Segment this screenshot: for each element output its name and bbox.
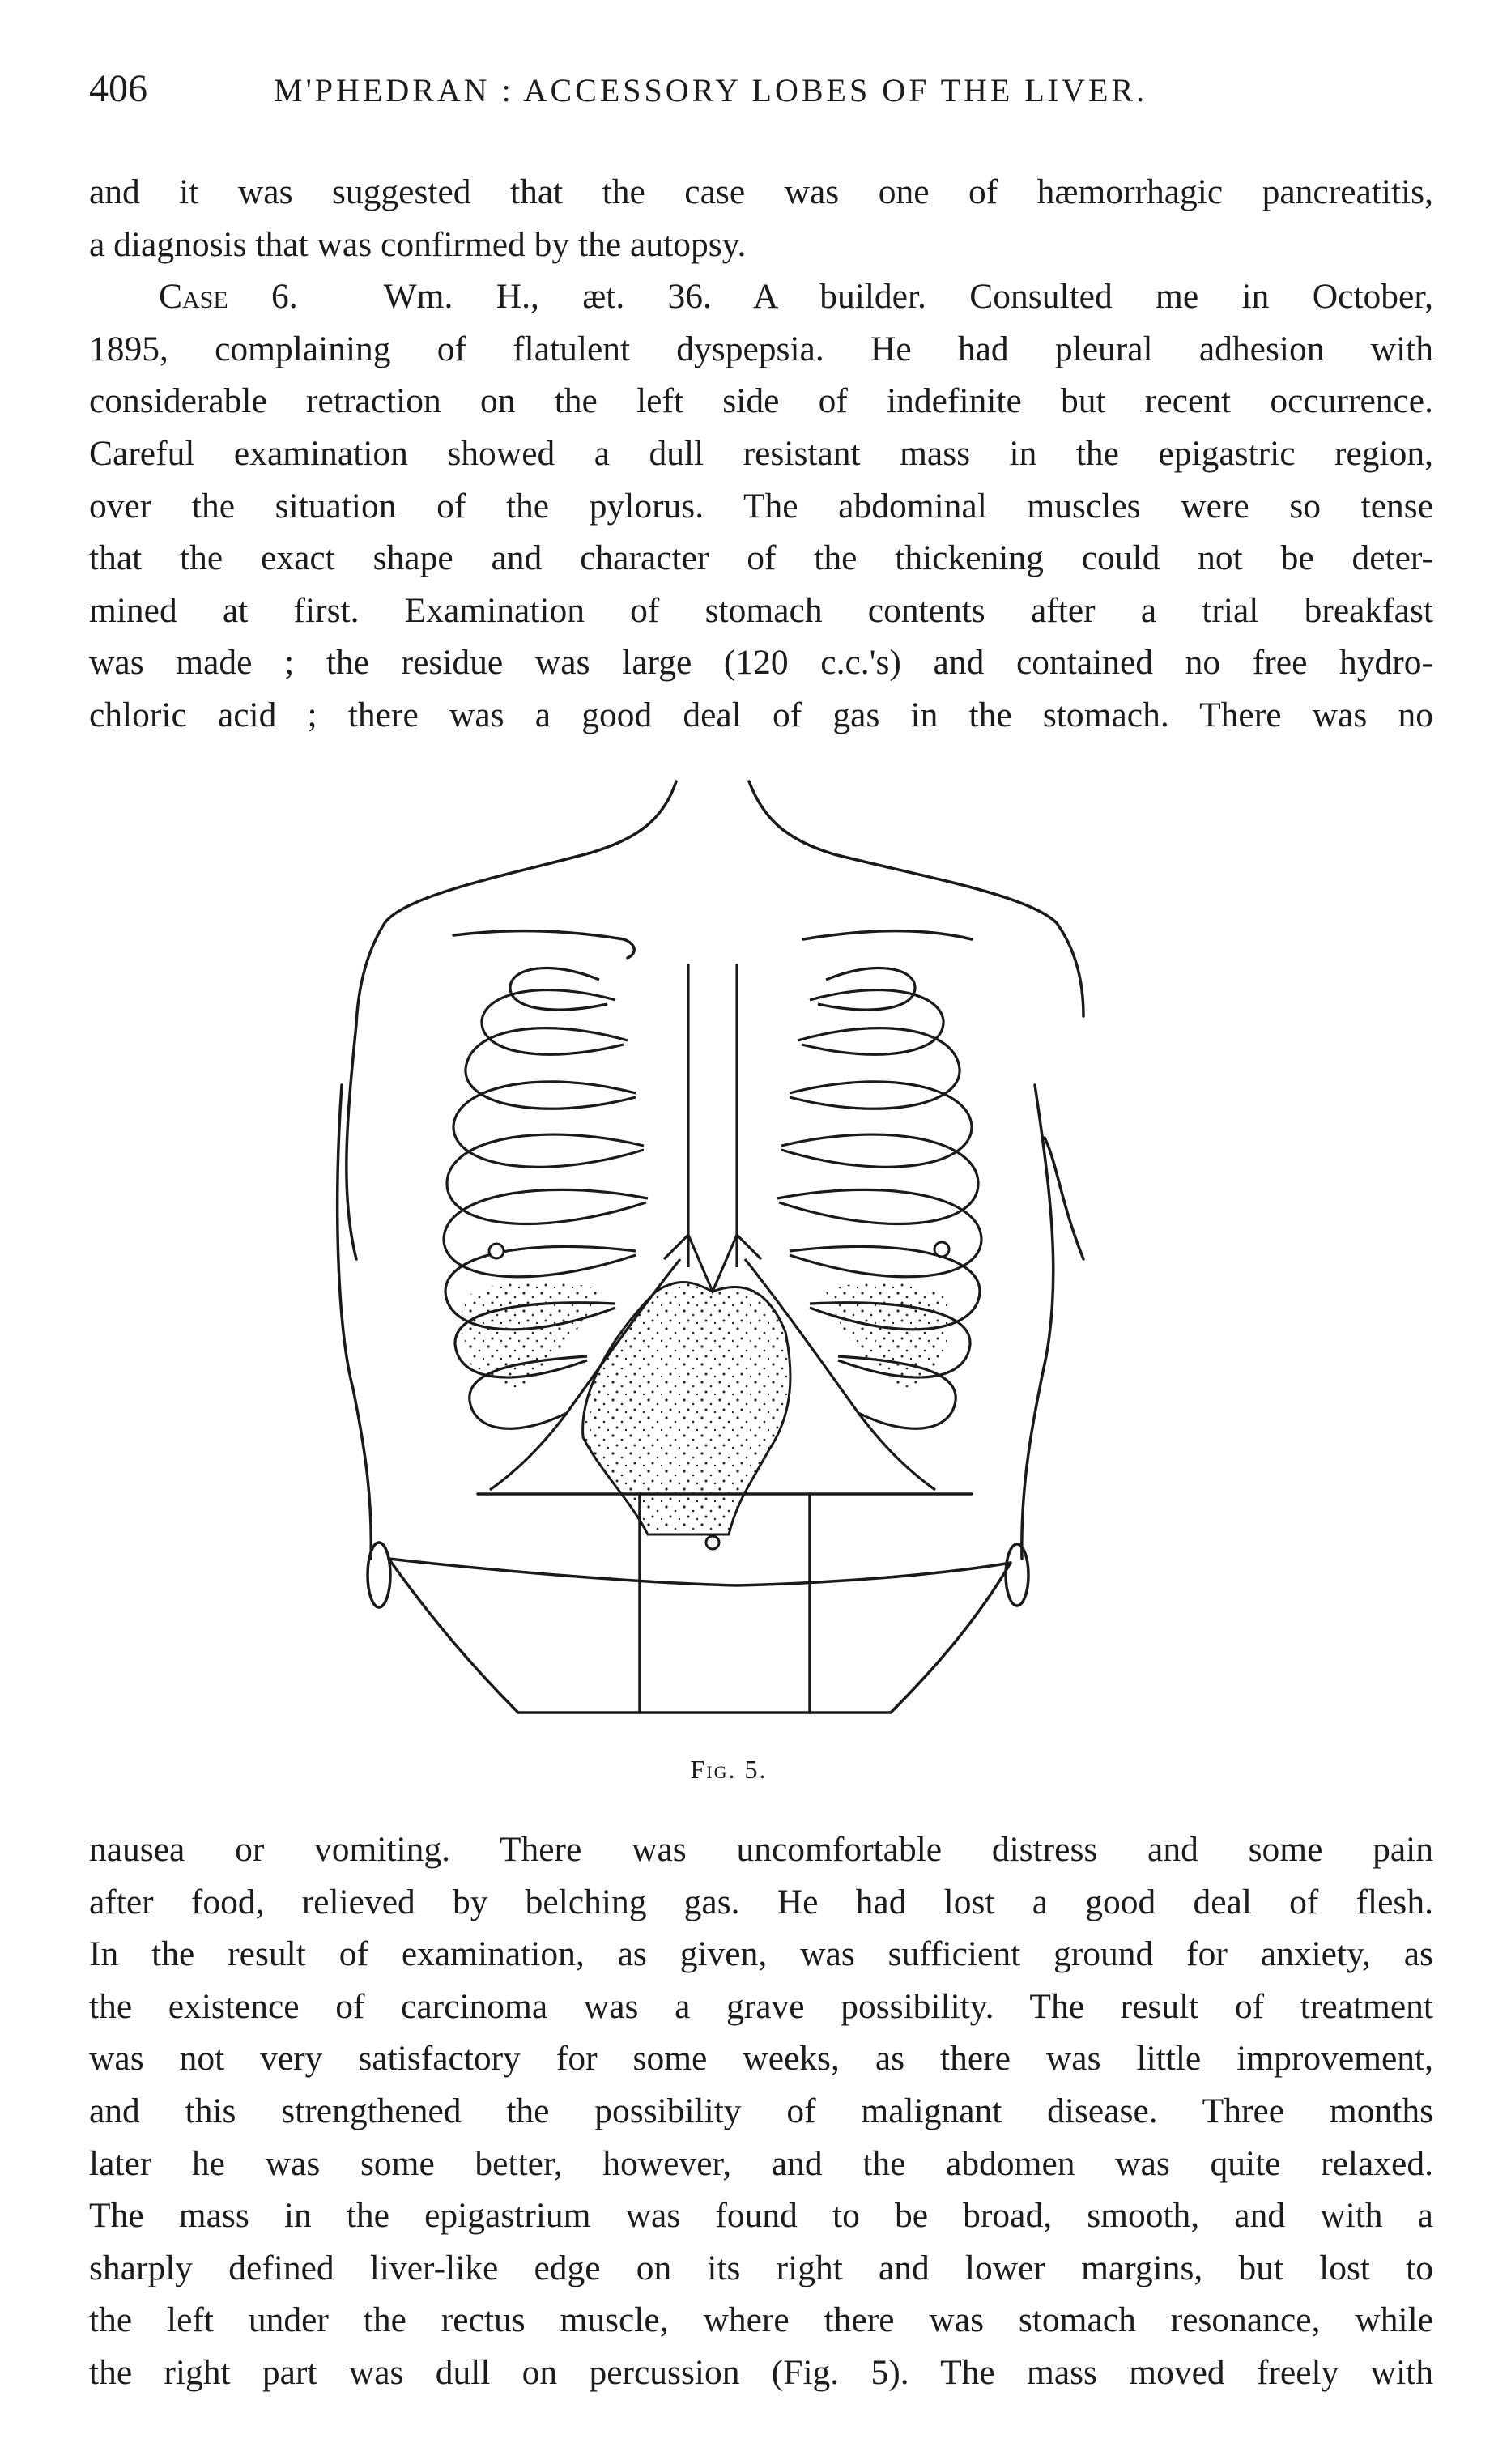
- text-line: over the situation of the pylorus. The abdominal muscles were so tense: [89, 486, 1433, 526]
- navel: [706, 1536, 719, 1549]
- paragraph-bottom: [89, 1824, 1433, 2399]
- pelvis-lower-right: [891, 1563, 1011, 1713]
- text-line: the existence of carcinoma was a grave possibility. The result of treatment: [89, 1986, 1433, 2026]
- pelvis-crest: [389, 1559, 1011, 1585]
- text-line: The mass in the epigastrium was found to be broad, smooth, and with a: [89, 2196, 1433, 2236]
- text-line: a diagnosis that was confirmed by the autopsy.: [89, 224, 747, 264]
- left-neck-shoulder: [356, 781, 676, 1024]
- text-line: after food, relieved by belching gas. He had lost a good deal of flesh.: [89, 1882, 1433, 1921]
- text-line: the left under the rectus muscle, where there was stomach resonance, while: [89, 2300, 1433, 2340]
- left-clavicle: [453, 931, 634, 958]
- rib-right-5: [779, 1134, 978, 1223]
- case-text: Wm. H., æt. 36. A builder. Consulted me in October,: [383, 277, 1433, 317]
- pelvis-lower-left: [389, 1559, 518, 1713]
- rib-left-2: [482, 990, 624, 1055]
- text-line: was not very satisfactory for some weeks, as there was little improvement,: [89, 2039, 1433, 2079]
- paragraph-top: [89, 166, 1433, 742]
- figure-caption: [308, 1755, 1150, 1785]
- case-label: Case 6.: [159, 277, 298, 317]
- text-line: and it was suggested that the case was one of hæmorrhagic pancreatitis,: [89, 172, 1433, 211]
- left-hypochondrium-mass: [462, 1280, 599, 1389]
- rib-right-2: [802, 990, 943, 1055]
- text-line: mined at first. Examination of stomach contents after a trial breakfast: [89, 590, 1433, 630]
- text-line: considerable retraction on the left side of indefinite but recent occurrence.: [89, 381, 1433, 421]
- rib-left-5: [447, 1134, 646, 1223]
- right-neck-shoulder: [749, 781, 1083, 1016]
- torso-illustration: [308, 773, 1150, 1745]
- right-torso-side: [1022, 1085, 1053, 1559]
- left-hip-bone: [368, 1543, 390, 1607]
- figure-caption-text: Fig. 5.: [690, 1755, 768, 1784]
- text-line: 1895, complaining of flatulent dyspepsia. He had pleural adhesion with: [89, 329, 1433, 368]
- page-header: [89, 66, 1425, 115]
- left-torso-side: [347, 1024, 356, 1259]
- text-line: and this strengthened the possibility of malignant disease. Three months: [89, 2091, 1433, 2130]
- sternum: [688, 964, 737, 1267]
- page-number: 406: [89, 67, 147, 110]
- rib-left-4: [453, 1082, 644, 1167]
- text-line: was made ; the residue was large (120 c.c.'s) and contained no free hydro-: [89, 643, 1433, 683]
- epigastric-mass: [583, 1282, 790, 1534]
- rib-left-6: [444, 1189, 648, 1276]
- rib-right-4: [781, 1082, 972, 1167]
- text-line: sharply defined liver-like edge on its right and lower margins, but lost to: [89, 2248, 1433, 2287]
- right-nipple: [934, 1242, 949, 1257]
- text-line: later he was some better, however, and the abdomen was quite relaxed.: [89, 2143, 1433, 2183]
- left-flank: [338, 1085, 372, 1559]
- rib-right-6: [777, 1189, 981, 1276]
- left-nipple: [489, 1244, 504, 1258]
- mass-shading: [462, 1280, 950, 1534]
- text-line: that the exact shape and character of the thickening could not be deter-: [89, 538, 1433, 578]
- text-line: chloric acid ; there was a good deal of gas in the stomach. There was no: [89, 695, 1433, 734]
- figure-torso-diagram: [308, 773, 1150, 1784]
- text-line: the right part was dull on percussion (Fig. 5). The mass moved freely with: [89, 2352, 1433, 2392]
- text-line-case: [89, 270, 1433, 323]
- right-clavicle: [803, 930, 972, 939]
- running-head: M'PHEDRAN : ACCESSORY LOBES OF THE LIVER.: [274, 72, 1148, 109]
- right-hip-bone: [1006, 1544, 1028, 1606]
- text-line: Careful examination showed a dull resistant mass in the epigastric region,: [89, 433, 1433, 473]
- text-line: nausea or vomiting. There was uncomfortable distress and some pain: [89, 1830, 1433, 1869]
- text-line: In the result of examination, as given, was sufficient ground for anxiety, as: [89, 1934, 1433, 1974]
